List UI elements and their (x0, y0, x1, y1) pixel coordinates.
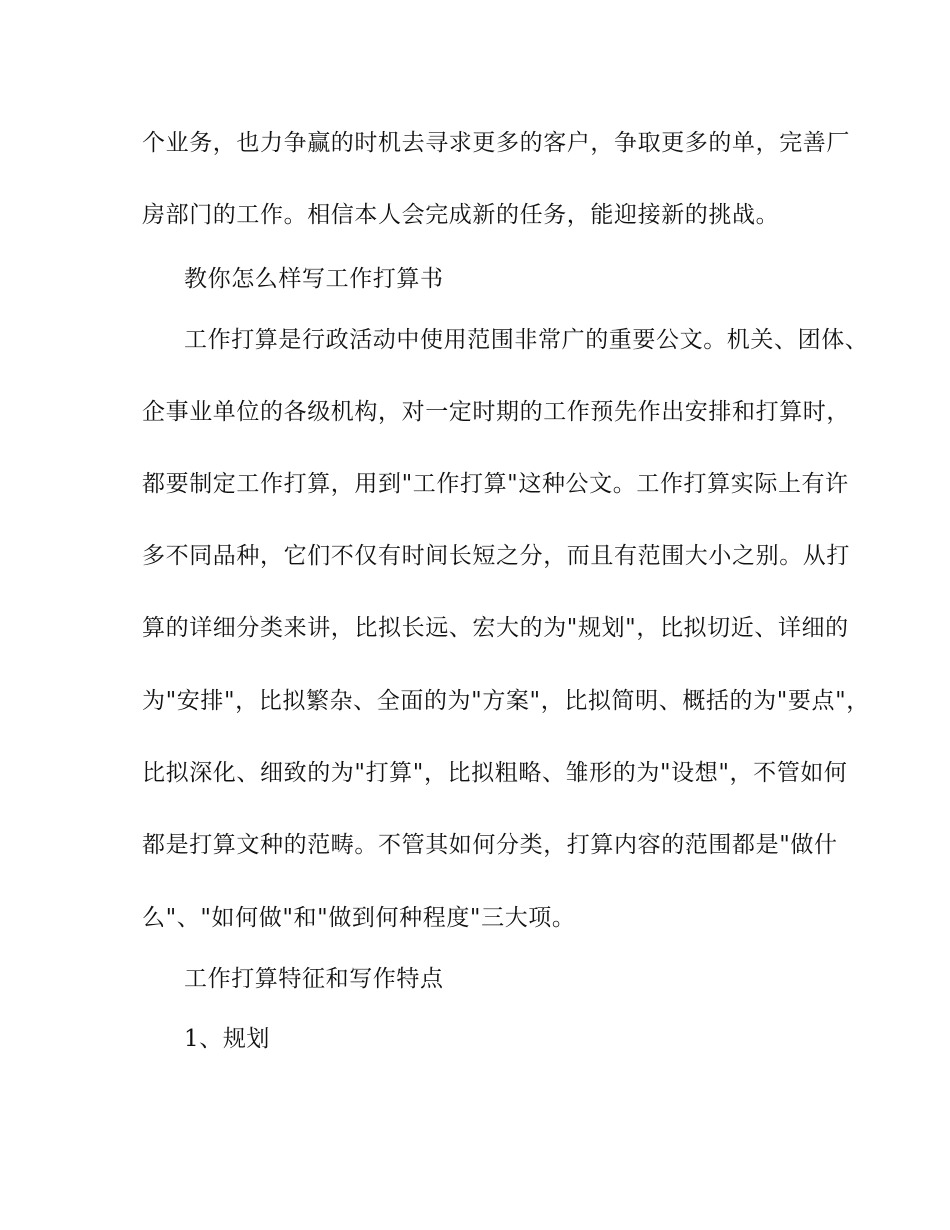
body-text-line: 房部门的工作。相信本人会完成新的任务，能迎接新的挑战。 (142, 202, 780, 228)
body-text-line: 多不同品种，它们不仅有时间长短之分，而且有范围大小之别。从打 (142, 543, 850, 569)
section-heading: 教你怎么样写工作打算书 (184, 266, 444, 292)
numbered-heading: 1、规划 (184, 1026, 271, 1052)
body-text-line: 算的详细分类来讲，比拟长远、宏大的为"规划"，比拟切近、详细的 (142, 615, 849, 641)
body-text-line: 比拟深化、细致的为"打算"，比拟粗略、雏形的为"设想"，不管如何 (142, 760, 848, 786)
body-text-line: 么"、"如何做"和"做到何种程度"三大项。 (142, 905, 576, 931)
body-text-line: 都是打算文种的范畴。不管其如何分类，打算内容的范围都是"做什 (142, 832, 838, 858)
body-text-line: 都要制定工作打算，用到"工作打算"这种公文。工作打算实际上有许 (142, 471, 849, 497)
section-heading: 工作打算特征和写作特点 (184, 966, 444, 992)
body-text-line: 企事业单位的各级机构，对一定时期的工作预先作出安排和打算时， (142, 399, 850, 425)
body-text-line: 个业务，也力争赢的时机去寻求更多的客户，争取更多的单，完善厂 (142, 130, 850, 156)
paragraph-first-line: 工作打算是行政活动中使用范围非常广的重要公文。机关、团体、 (184, 327, 869, 353)
body-text-line: 为"安排"，比拟繁杂、全面的为"方案"，比拟简明、概括的为"要点"， (142, 688, 870, 714)
